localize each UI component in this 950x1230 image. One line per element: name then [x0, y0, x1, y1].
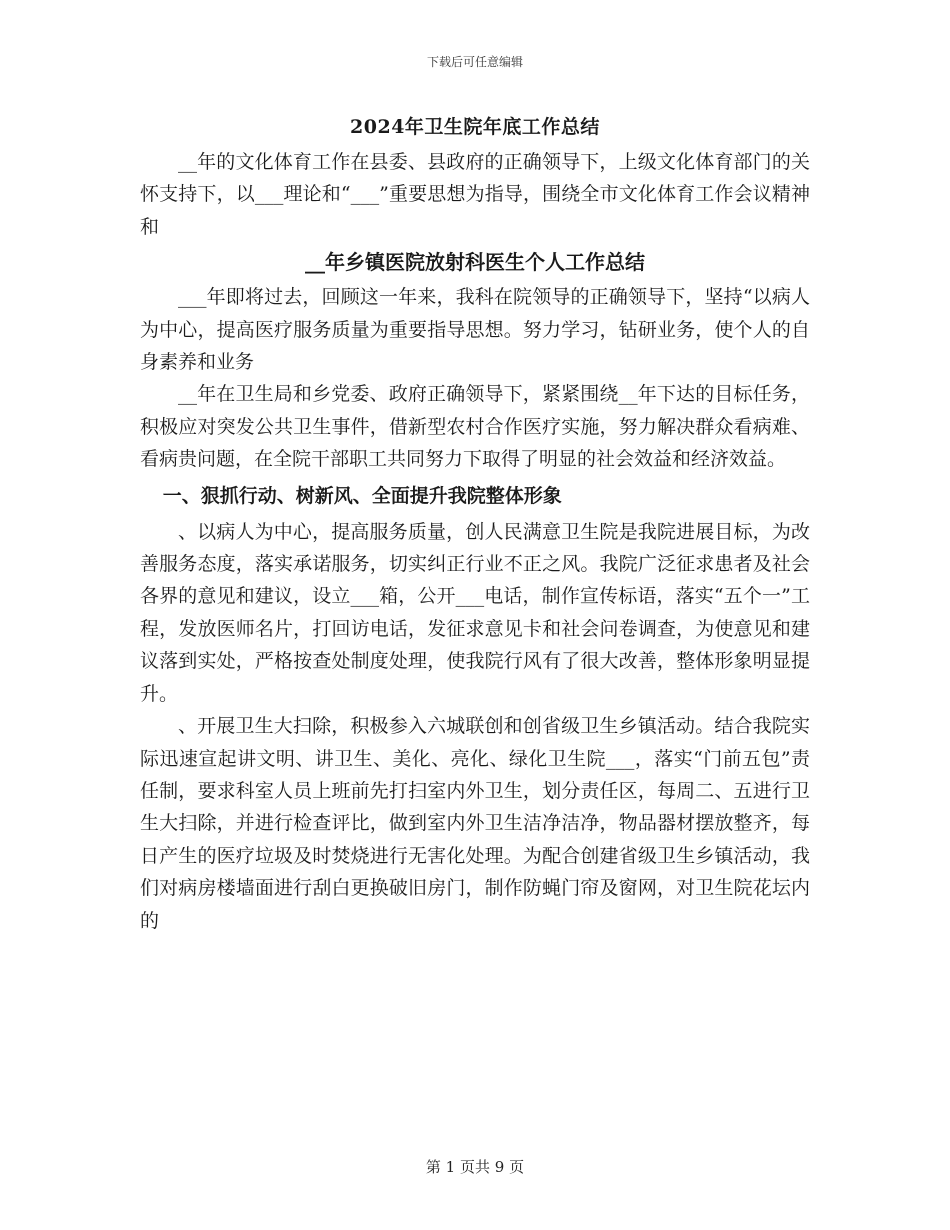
page-number: 第 1 页共 9 页 [425, 1158, 525, 1176]
document-title: 2024年卫生院年底工作总结 [350, 116, 600, 138]
intro-paragraph: __年的文化体育工作在县委、县政府的正确领导下，上级文化体育部门的关怀支持下，以___理论和“___”重要思想为指导，围绕全市文化体育工作会议精神和 [140, 151, 810, 238]
document-body [140, 108, 810, 937]
header-note: 下载后可任意编辑 [426, 55, 523, 69]
paragraph-2: __年在卫生局和乡党委、政府正确领导下，紧紧围绕__年下达的目标任务，积极应对突发公共卫生事件，借新型农村合作医疗实施，努力解决群众看病难、看病贵问题，在全院干部职工共同努力下取得了明显的社会效益和经济效益。 [140, 383, 810, 471]
paragraph-4: 、开展卫生大扫除，积极参入六城联创和创省级卫生乡镇活动。结合我院实际迅速宣起讲文明、讲卫生、美化、亮化、绿化卫生院___，落实“门前五包”责任制，要求科室人员上班前先打扫室内外卫生，划分责任区，每周二、五进行卫生大扫除，并进行检查评比，做到室内外卫生洁净洁净，物品器材摆放整齐，每日产生的医疗垃圾及时焚烧进行无害化处理。为配合创建省级卫生乡镇活动，我们对病房楼墙面进行刮白更换破旧房门，制作防蝇门帘及窗网，对卫生院花坛内的 [140, 715, 810, 932]
document-subtitle: __年乡镇医院放射科医生个人工作总结 [305, 250, 645, 275]
paragraph-1: ___年即将过去，回顾这一年来，我科在院领导的正确领导下，坚持“以病人为中心，提高医疗服务质量为重要指导思想。努力学习，钻研业务，使个人的自身素养和业务 [140, 286, 810, 374]
paragraph-3: 、以病人为中心，提高服务质量，创人民满意卫生院是我院进展目标，为改善服务态度，落实承诺服务，切实纠正行业不正之风。我院广泛征求患者及社会各界的意见和建议，设立___箱，公开___电话，制作宣传标语，落实“五个一”工程，发放医师名片，打回访电话，发征求意见卡和社会问卷调查，为使意见和建议落到实处，严格按查处制度处理，使我院行风有了很大改善，整体形象明显提升。 [140, 520, 810, 705]
section-heading-1: 一、狠抓行动、树新风、全面提升我院整体形象 [162, 484, 562, 507]
